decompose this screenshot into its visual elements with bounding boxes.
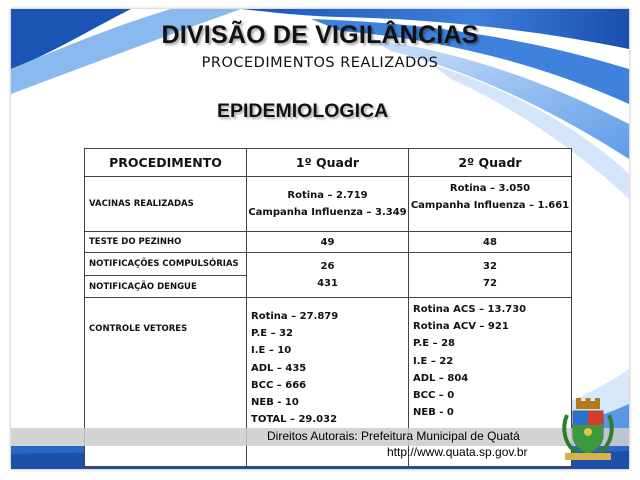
cell-line: Rotina – 3.050: [449, 183, 531, 194]
table-row: [85, 177, 572, 232]
cell-vacinas-q2: [409, 177, 572, 232]
cell-line: I.E – 22: [413, 355, 454, 367]
cell-line: NEB - 0: [413, 407, 454, 419]
row-label-compulsorias: NOTIFICAÇÕES COMPULSÓRIAS: [85, 253, 247, 276]
cell-line: P.E – 32: [251, 328, 294, 340]
row-label-pezinho: TESTE DO PEZINHO: [85, 232, 247, 253]
table-header-row: [85, 149, 572, 177]
cell-vetores-q2-list: [413, 301, 571, 431]
cell-line: Rotina ACS – 13.730: [413, 304, 527, 315]
header-procedimento: PROCEDIMENTO: [85, 149, 247, 177]
procedures-table: [84, 148, 572, 467]
page-title: DIVISÃO DE VIGILÂNCIAS: [161, 21, 479, 49]
header-q2: 2º Quadr: [409, 149, 572, 177]
cell-line: BCC – 0: [413, 390, 455, 402]
cell-line: 72: [483, 278, 497, 289]
cell-line: ADL – 435: [251, 362, 307, 374]
row-label-dengue: NOTIFICAÇÃO DENGUE: [85, 276, 247, 298]
cell-line: ADL – 804: [413, 372, 469, 384]
cell-line: NEB - 10: [251, 397, 299, 409]
cell-line: Campanha Influenza – 1.661: [410, 200, 570, 211]
cell-line: 32: [483, 261, 497, 272]
municipal-crest-icon: [559, 397, 617, 463]
cell-line: Rotina – 27.879: [251, 311, 339, 322]
section-title: EPIDEMIOLOGICA: [217, 100, 389, 122]
footer-url[interactable]: http://www.quata.sp.gov.br: [387, 445, 528, 459]
cell-vacinas-q1: [247, 177, 409, 232]
cell-line: P.E – 28: [413, 338, 456, 350]
cell-vetores-q1-list: [251, 308, 408, 438]
cell-pezinho-q1: 49: [247, 232, 409, 253]
cell-pezinho-q2: 48: [409, 232, 572, 253]
cell-line: 26: [320, 261, 335, 272]
cell-line: Campanha Influenza – 3.349: [248, 207, 407, 218]
cell-notif-q1: [247, 253, 409, 298]
page-subtitle: PROCEDIMENTOS REALIZADOS: [201, 55, 439, 71]
cell-line: 431: [317, 278, 338, 289]
row-label-vacinas: VACINAS REALIZADAS: [85, 177, 247, 232]
footer-copyright: Direitos Autorais: Prefeitura Municipal de Quatá: [267, 429, 520, 443]
slide: [11, 9, 629, 469]
table-row: [85, 253, 572, 276]
cell-line: BCC – 666: [251, 379, 307, 391]
cell-notif-q2: [409, 253, 572, 298]
cell-line: Rotina ACV – 921: [413, 321, 509, 333]
cell-line: TOTAL – 29.032: [251, 414, 338, 426]
cell-line: I.E – 10: [251, 345, 292, 357]
row-label-vetores: CONTROLE VETORES: [85, 298, 247, 467]
cell-line: Rotina – 2.719: [287, 190, 368, 201]
header-q1: 1º Quadr: [247, 149, 409, 177]
table-row: [85, 232, 572, 253]
